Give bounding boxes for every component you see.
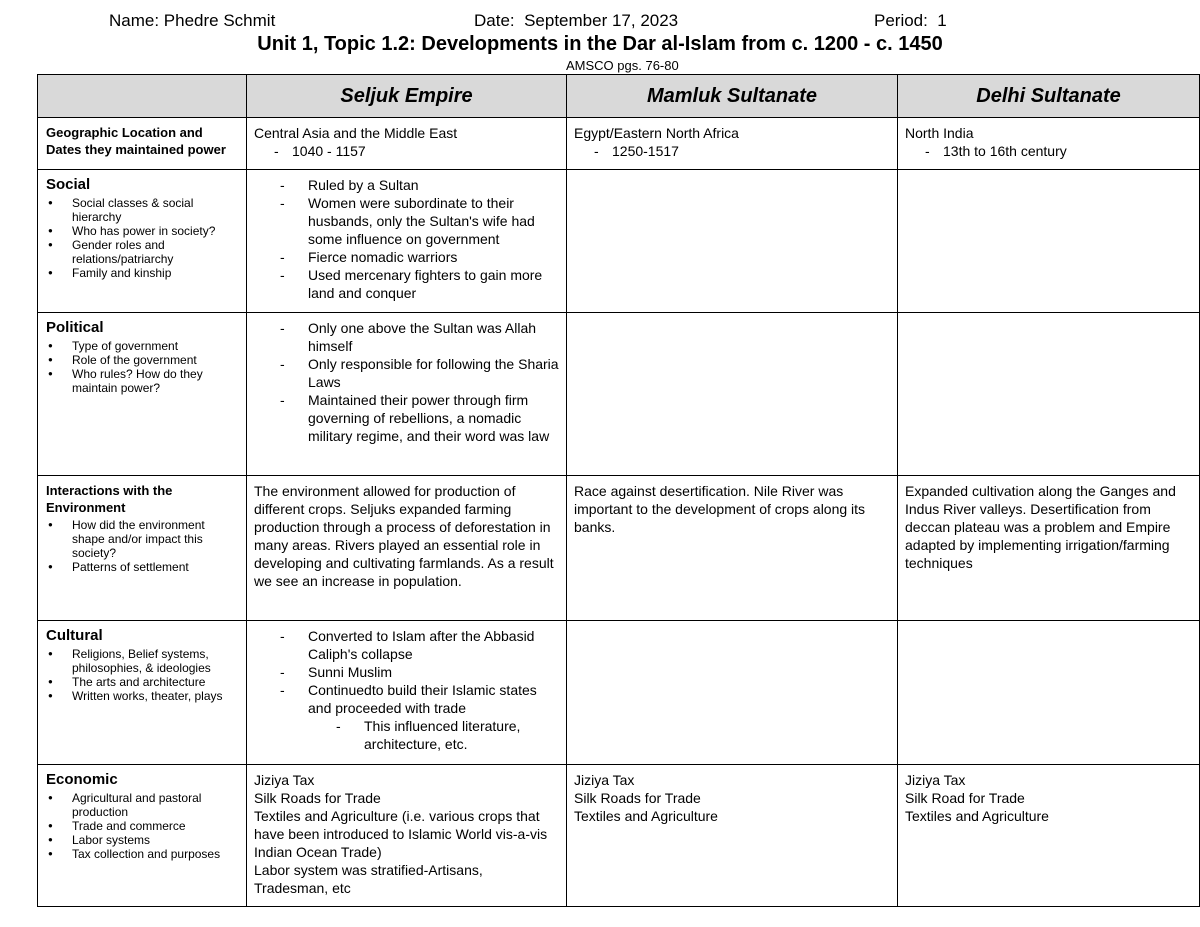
row-title: Interactions with the Environment <box>46 483 173 515</box>
row-prompt: ● Agricultural and pastoral production <box>46 791 238 819</box>
cell-line: Silk Road for Trade <box>905 790 1025 806</box>
cell-text: Race against desertification. Nile River was important to the development of crops along its banks. <box>574 483 866 535</box>
cell-economic-mamluk <box>567 765 898 907</box>
cell-dash-item: - Maintained their power through firm governing of rebellions, a nomadic military regime, and their word was law <box>254 391 559 445</box>
cell-subitem: - 1040 - 1157 <box>254 142 559 160</box>
row-title: Political <box>46 319 104 336</box>
document-title: Unit 1, Topic 1.2: Developments in the Dar al-Islam from c. 1200 - c. 1450 <box>257 33 943 55</box>
cell-line: Textiles and Agriculture <box>905 808 1049 824</box>
cell-geo-seljuk <box>247 118 567 170</box>
row-prompt: ● Religions, Belief systems, philosophies, & ideologies <box>46 647 238 675</box>
row-prompt: ● Role of the government <box>46 353 238 367</box>
cell-environment-seljuk <box>247 476 567 621</box>
cell-line: Jiziya Tax <box>254 772 315 788</box>
row-prompt-list <box>46 647 238 703</box>
cell-cultural-seljuk <box>247 621 567 765</box>
row-label-environment <box>38 476 247 621</box>
cell-dash-item: - Sunni Muslim <box>254 663 559 681</box>
row-label-geographic <box>38 118 247 170</box>
row-prompt: ● Family and kinship <box>46 266 238 280</box>
table-row-economic <box>38 765 1200 907</box>
row-prompt: ● Trade and commerce <box>46 819 238 833</box>
cell-line: Labor system was stratified-Artisans, Tradesman, etc <box>254 862 483 896</box>
cell-text: Expanded cultivation along the Ganges and Indus River valleys. Desertification from deccan plateau was a problem and Empire adapted by implementing irrigation/farming techniques <box>905 483 1176 571</box>
source-reference: AMSCO pgs. 76-80 <box>566 58 679 73</box>
cell-text: North India <box>905 125 974 141</box>
row-title: Economic <box>46 771 118 788</box>
row-title: Social <box>46 176 91 193</box>
cell-subitem: - 13th to 16th century <box>905 142 1192 160</box>
table-row-environment <box>38 476 1200 621</box>
cell-social-mamluk <box>567 170 898 313</box>
row-label-social <box>38 170 247 313</box>
row-prompt: ● Social classes & social hierarchy <box>46 196 238 224</box>
table-header-row <box>38 75 1200 118</box>
cell-dash-item: - Ruled by a Sultan <box>254 176 559 194</box>
cell-social-seljuk <box>247 170 567 313</box>
cell-dash-item: - Only responsible for following the Sharia Laws <box>254 355 559 391</box>
cell-dash-item: - Women were subordinate to their husbands, only the Sultan's wife had some influence on government <box>254 194 559 248</box>
cell-line: Jiziya Tax <box>574 772 635 788</box>
cell-line: Jiziya Tax <box>905 772 966 788</box>
row-prompt: ● Written works, theater, plays <box>46 689 238 703</box>
comparison-table <box>37 74 1200 907</box>
cell-geo-mamluk <box>567 118 898 170</box>
student-name: Name: Phedre Schmit <box>109 11 276 30</box>
row-title: Cultural <box>46 627 103 644</box>
assignment-date: Date: September 17, 2023 <box>474 11 679 30</box>
cell-political-delhi <box>898 313 1200 476</box>
cell-dash-item: - Used mercenary fighters to gain more land and conquer <box>254 266 559 302</box>
row-label-cultural <box>38 621 247 765</box>
row-prompt-list <box>46 339 238 395</box>
cell-cultural-mamluk <box>567 621 898 765</box>
cell-text: Egypt/Eastern North Africa <box>574 125 739 141</box>
cell-environment-mamluk <box>567 476 898 621</box>
cell-cultural-delhi <box>898 621 1200 765</box>
cell-line: Textiles and Agriculture (i.e. various crops that have been introduced to Islamic World vis-a-vis Indian Ocean Trade) <box>254 808 548 860</box>
cell-text: The environment allowed for production of different crops. Seljuks expanded farming production through a process of deforestation in many areas. Rivers played an essential role in developing and cultivating farmlands. As a result we see an increase in population. <box>254 483 554 589</box>
row-label-economic <box>38 765 247 907</box>
cell-line: Textiles and Agriculture <box>574 808 718 824</box>
cell-dash-item: - Converted to Islam after the Abbasid Caliph's collapse <box>254 627 559 663</box>
table-row-political <box>38 313 1200 476</box>
cell-text: Central Asia and the Middle East <box>254 125 458 141</box>
row-prompt: ● Who has power in society? <box>46 224 238 238</box>
row-prompt: ● Labor systems <box>46 833 238 847</box>
cell-political-seljuk <box>247 313 567 476</box>
row-title: Geographic Location and Dates they maintained power <box>46 125 226 157</box>
row-label-political <box>38 313 247 476</box>
cell-dash-item: - Only one above the Sultan was Allah himself <box>254 319 559 355</box>
class-period: Period: 1 <box>874 11 947 30</box>
row-prompt-list <box>46 518 238 574</box>
table-row-cultural <box>38 621 1200 765</box>
row-prompt: ● The arts and architecture <box>46 675 238 689</box>
cell-line: Silk Roads for Trade <box>254 790 381 806</box>
row-prompt-list <box>46 791 238 861</box>
row-prompt: ● Patterns of settlement <box>46 560 238 574</box>
cell-economic-seljuk <box>247 765 567 907</box>
cell-geo-delhi <box>898 118 1200 170</box>
row-prompt-list <box>46 196 238 280</box>
header-blank-cell <box>38 75 247 118</box>
cell-dash-item: - Continuedto build their Islamic states and proceeded with trade <box>254 681 559 717</box>
cell-political-mamluk <box>567 313 898 476</box>
column-header-delhi: Delhi Sultanate <box>898 75 1200 118</box>
row-prompt: ● Type of government <box>46 339 238 353</box>
table-row-geographic <box>38 118 1200 170</box>
column-header-seljuk: Seljuk Empire <box>247 75 567 118</box>
row-prompt: ● Gender roles and relations/patriarchy <box>46 238 238 266</box>
row-prompt: ● Tax collection and purposes <box>46 847 238 861</box>
cell-economic-delhi <box>898 765 1200 907</box>
cell-dash-item: - Fierce nomadic warriors <box>254 248 559 266</box>
cell-social-delhi <box>898 170 1200 313</box>
row-prompt: ● Who rules? How do they maintain power? <box>46 367 238 395</box>
cell-environment-delhi <box>898 476 1200 621</box>
column-header-mamluk: Mamluk Sultanate <box>567 75 898 118</box>
table-row-social <box>38 170 1200 313</box>
cell-line: Silk Roads for Trade <box>574 790 701 806</box>
cell-subitem: - 1250-1517 <box>574 142 890 160</box>
row-prompt: ● How did the environment shape and/or impact this society? <box>46 518 238 560</box>
cell-dash-subitem: - This influenced literature, architecture, etc. <box>254 717 559 753</box>
